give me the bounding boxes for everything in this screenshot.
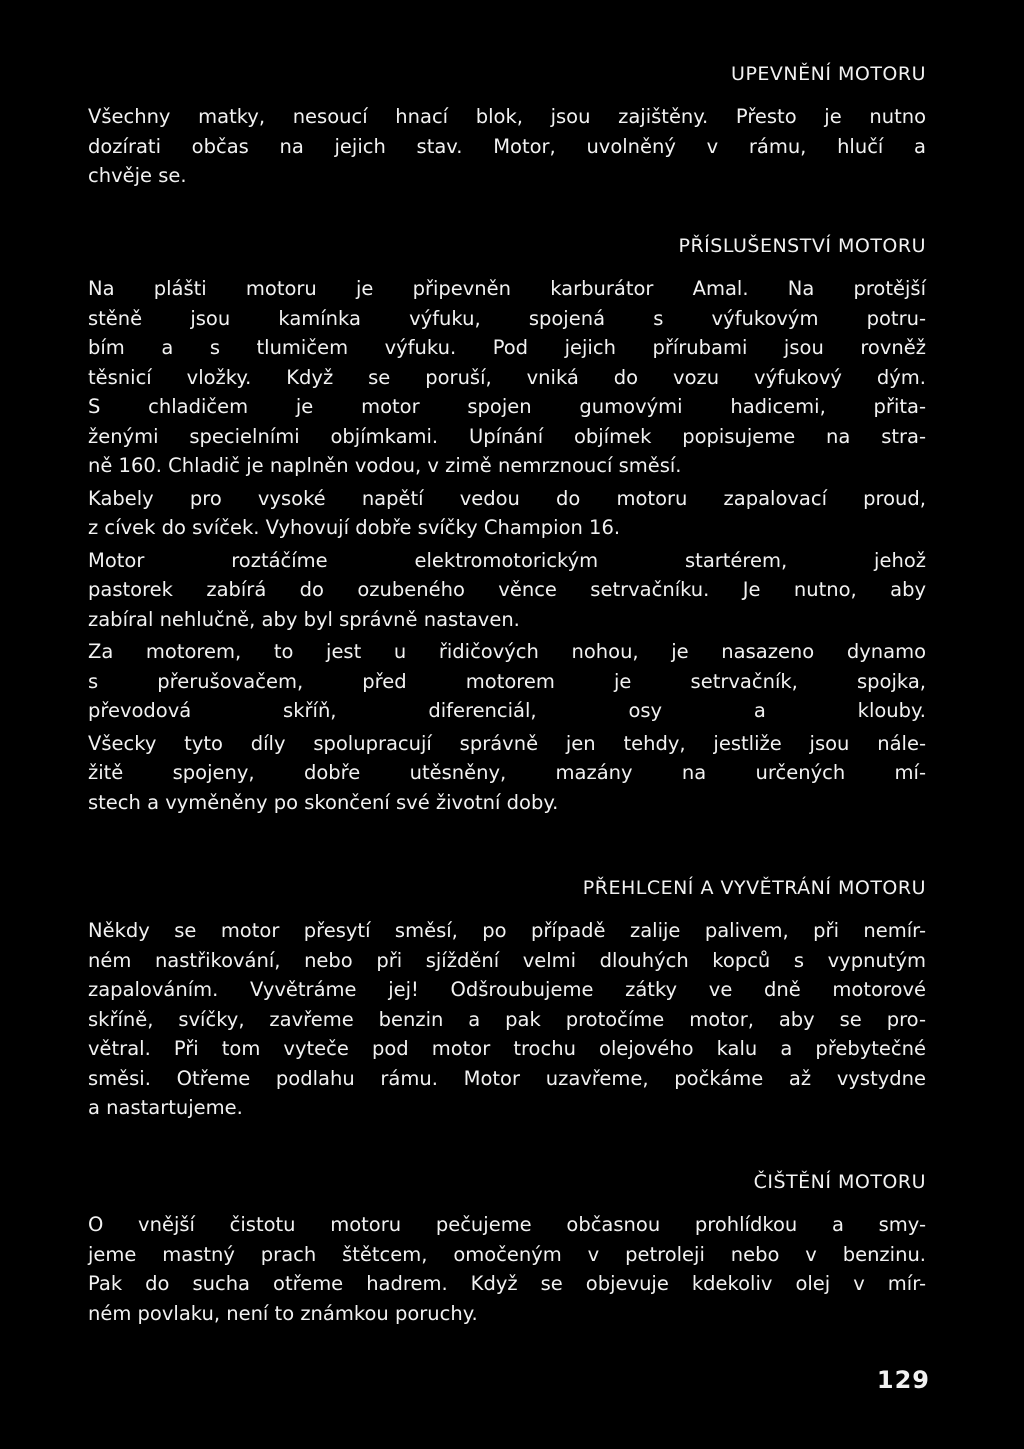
section-mounting [88, 60, 926, 191]
text-line: S chladičem je motor spojen gumovými hadicemi, přita- [88, 395, 926, 418]
section-heading: PŘÍSLUŠENSTVÍ MOTORU [678, 235, 926, 257]
text-line: s přerušovačem, před motorem je setrvačník, spojka, [88, 669, 926, 693]
text-line: chvěje se. [88, 164, 187, 187]
text-line: těsnicí vložky. Když se poruší, vniká do vozu výfukový dým. [88, 365, 926, 389]
text-line: Kabely pro vysoké napětí vedou do motoru zapalovací proud, [88, 486, 926, 510]
text-line: Na plášti motoru je připevněn karburátor Amal. Na protější [88, 277, 926, 300]
text-line: O vnější čistotu motoru pečujeme občasnou prohlídkou a smy- [88, 1213, 926, 1236]
text-line: z cívek do svíček. Vyhovují dobře svíčky Champion 16. [88, 516, 621, 539]
text-line: stěně jsou kamínka výfuku, spojená s výfukovým potru- [88, 306, 926, 330]
text-line: žitě spojeny, dobře utěsněny, mazány na určených mí- [88, 761, 926, 784]
section-accessories [88, 232, 926, 817]
section-heading: ČIŠTĚNÍ MOTORU [753, 1171, 926, 1193]
text-line: jeme mastný prach štětcem, omočeným v petroleji nebo v benzinu. [88, 1242, 926, 1266]
text-line: skříně, svíčky, zavřeme benzin a pak protočíme motor, aby se pro- [88, 1007, 926, 1031]
text-line: ném povlaku, není to známkou poruchy. [88, 1301, 478, 1325]
text-line: a nastartujeme. [88, 1096, 243, 1119]
text-line: Někdy se motor přesytí směsí, po případě zalije palivem, při nemír- [88, 919, 926, 942]
text-line: Za motorem, to jest u řidičových nohou, je nasazeno dynamo [88, 640, 926, 663]
text-line: převodová skříň, diferenciál, osy a klouby. [88, 699, 926, 722]
paragraph [88, 916, 926, 1123]
text-line: ně 160. Chladič je naplněn vodou, v zimě nemrznoucí směsí. [88, 454, 682, 477]
text-line: Všecky tyto díly spolupracují správně jen tehdy, jestliže jsou nále- [88, 731, 926, 755]
text-line: dozírati občas na jejich stav. Motor, uvolněný v rámu, hlučí a [88, 134, 926, 158]
paragraph [88, 274, 926, 481]
book-page [88, 60, 926, 1390]
text-line: zapalováním. Vyvětráme jej! Odšroubujeme zátky ve dně motorové [88, 978, 926, 1001]
page-number: 129 [876, 1366, 930, 1394]
text-line: Pak do sucha otřeme hadrem. Když se objevuje kdekoliv olej v mír- [88, 1272, 926, 1295]
paragraph [88, 546, 926, 635]
text-line: bím a s tlumičem výfuku. Pod jejich přírubami jsou rovněž [88, 336, 926, 359]
text-line: ném nastřikování, nebo při sjíždění velmi dlouhých kopců s vypnutým [88, 948, 926, 972]
paragraph [88, 729, 926, 818]
section-cleaning [88, 1168, 926, 1328]
text-line: pastorek zabírá do ozubeného věnce setrvačníku. Je nutno, aby [88, 578, 926, 601]
text-line: Všechny matky, nesoucí hnací blok, jsou zajištěny. Přesto je nutno [88, 105, 926, 128]
text-line: stech a vyměněny po skončení své životní doby. [88, 790, 559, 814]
text-line: Motor roztáčíme elektromotorickým startérem, jehož [88, 548, 926, 572]
paragraph [88, 637, 926, 726]
text-line: směsi. Otřeme podlahu rámu. Motor uzavřeme, počkáme až vystydne [88, 1066, 926, 1090]
paragraph [88, 1210, 926, 1328]
section-heading: PŘEHLCENÍ A VYVĚTRÁNÍ MOTORU [582, 877, 926, 899]
paragraph [88, 102, 926, 191]
paragraph [88, 484, 926, 543]
section-flooding [88, 874, 926, 1123]
section-heading: UPEVNĚNÍ MOTORU [731, 63, 926, 85]
text-line: ženými specielními objímkami. Upínání objímek popisujeme na stra- [88, 424, 926, 448]
text-line: větral. Při tom vyteče pod motor trochu olejového kalu a přebytečné [88, 1037, 926, 1060]
text-line: zabíral nehlučně, aby byl správně nastaven. [88, 607, 520, 631]
